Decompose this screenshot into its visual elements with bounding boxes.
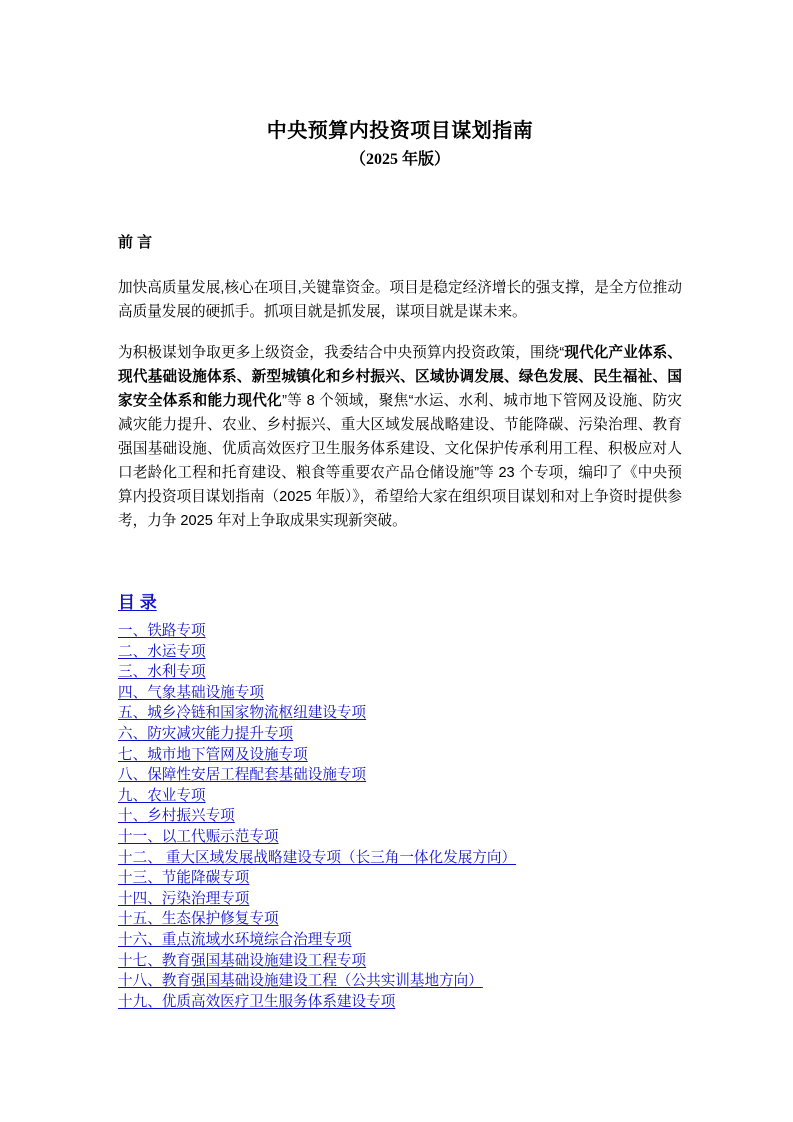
list-item — [118, 765, 682, 786]
preface-paragraph-2 — [118, 324, 682, 533]
toc-link-11[interactable]: 十一、以工代赈示范专项 — [118, 828, 279, 845]
preface-paragraph-2-bold-domains: 现代化产业体系、现代基础设施体系、新型城镇化和乡村振兴、区域协调发展、绿色发展、民生福祉、国家安全体系和能力现代化 — [118, 345, 682, 409]
toc-list — [118, 615, 682, 1012]
toc-link-7[interactable]: 七、城市地下管网及设施专项 — [118, 746, 308, 763]
list-item — [118, 971, 682, 992]
toc-link-5[interactable]: 五、城乡冷链和国家物流枢纽建设专项 — [118, 705, 367, 722]
list-item — [118, 909, 682, 930]
toc-heading: 目 录 — [118, 593, 157, 612]
preface-paragraph-1: 加快高质量发展,核心在项目,关键靠资金。项目是稳定经济增长的强支撑，是全方位推动高质量发展的硬抓手。抓项目就是抓发展，谋项目就是谋未来。 — [118, 280, 682, 320]
list-item — [118, 724, 682, 745]
list-item — [118, 848, 682, 869]
list-item — [118, 642, 682, 663]
list-item — [118, 786, 682, 807]
list-item — [118, 806, 682, 827]
toc-link-18[interactable]: 十八、教育强国基础设施建设工程（公共实训基地方向） — [118, 973, 483, 990]
list-item — [118, 703, 682, 724]
toc-link-10[interactable]: 十、乡村振兴专项 — [118, 808, 235, 825]
preface-paragraph-2-tail: ”等 8 个领域，聚焦“水运、水利、城市地下管网及设施、防灾减灾能力提升、农业、乡村振兴、重大区域发展战略建设、节能降碳、污染治理、教育强国基础设施、优质高效医疗卫生服务体系建设、文化保护传承利用工程、积极应对人口老龄化工程和托育建设、粮食等重要农产品仓储设施”等 23 个专项，编印了《中央预算内投资项目谋划指南（2025 年版）》，希望给大家在组织项目谋划和对上争资时提供参考，力争 2025 年对上争取成果实现新突破。 — [118, 393, 682, 529]
list-item — [118, 930, 682, 951]
toc-link-12[interactable]: 十二、 重大区域发展战略建设专项（长三角一体化发展方向） — [118, 849, 517, 866]
toc-link-17[interactable]: 十七、教育强国基础设施建设工程专项 — [118, 952, 367, 969]
toc-link-2[interactable]: 二、水运专项 — [118, 643, 206, 660]
toc-link-9[interactable]: 九、农业专项 — [118, 787, 206, 804]
toc-link-6[interactable]: 六、防灾减灾能力提升专项 — [118, 725, 294, 742]
preface-heading: 前 言 — [118, 234, 153, 251]
toc-link-16[interactable]: 十六、重点流域水环境综合治理专项 — [118, 931, 352, 948]
toc-link-15[interactable]: 十五、生态保护修复专项 — [118, 911, 279, 928]
list-item — [118, 889, 682, 910]
page-subtitle: （2025 年版） — [349, 151, 450, 168]
toc-link-19[interactable]: 十九、优质高效医疗卫生服务体系建设专项 — [118, 993, 396, 1010]
page-content — [118, 0, 682, 1012]
list-item — [118, 621, 682, 642]
toc-link-1[interactable]: 一、铁路专项 — [118, 623, 206, 639]
list-item — [118, 745, 682, 766]
list-item — [118, 662, 682, 683]
toc-link-3[interactable]: 三、水利专项 — [118, 664, 206, 681]
table-of-contents — [118, 533, 682, 1012]
list-item — [118, 683, 682, 704]
list-item — [118, 992, 682, 1013]
list-item — [118, 951, 682, 972]
list-item — [118, 868, 682, 889]
list-item — [118, 827, 682, 848]
page-title: 中央预算内投资项目谋划指南 — [266, 120, 534, 142]
toc-link-14[interactable]: 十四、污染治理专项 — [118, 890, 250, 907]
toc-link-8[interactable]: 八、保障性安居工程配套基础设施专项 — [118, 767, 367, 784]
toc-link-4[interactable]: 四、气象基础设施专项 — [118, 684, 264, 701]
preface-paragraph-2-lead: 为积极谋划争取更多上级资金，我委结合中央预算内投资政策，围绕“ — [118, 345, 565, 361]
toc-link-13[interactable]: 十三、节能降碳专项 — [118, 870, 250, 887]
